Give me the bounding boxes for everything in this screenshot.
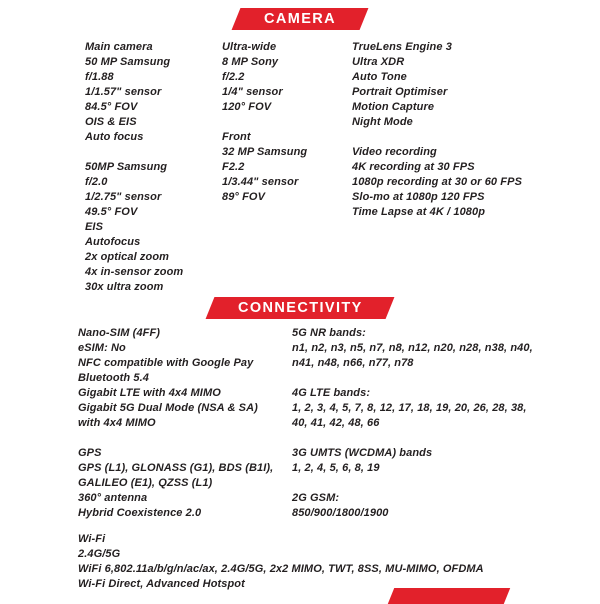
spec-line: 4G LTE bands:: [292, 387, 371, 399]
spec-line: Ultra XDR: [352, 56, 405, 68]
wifi-section: [78, 532, 484, 592]
spec-line: 2x optical zoom: [85, 251, 170, 263]
front-camera-block: [222, 130, 307, 205]
spec-line: 32 MP Samsung: [222, 146, 308, 158]
spec-line: with 4x4 MIMO: [78, 417, 156, 429]
spec-line: 89° FOV: [222, 191, 266, 203]
spec-line: 1/1.57" sensor: [85, 86, 162, 98]
spec-line: Ultra-wide: [222, 41, 277, 53]
spec-line: 1080p recording at 30 or 60 FPS: [352, 176, 523, 188]
spec-line: Auto Tone: [352, 71, 407, 83]
spec-line: Bluetooth 5.4: [78, 372, 149, 384]
spec-line: 84.5° FOV: [85, 101, 138, 113]
spec-line: GPS (L1), GLONASS (G1), BDS (B1I),: [78, 462, 274, 474]
spec-line: WiFi 6,802.11a/b/g/n/ac/ax, 2.4G/5G, 2x2 MIMO, TWT, 8SS, MU-MIMO, OFDMA: [78, 563, 484, 575]
camera-features-block: [352, 40, 522, 130]
spec-line: 360° antenna: [78, 492, 148, 504]
spec-line: Nano-SIM (4FF): [78, 327, 161, 339]
sim-network-block: [78, 326, 273, 431]
spec-line: 3G UMTS (WCDMA) bands: [292, 447, 433, 459]
spec-line: 850/900/1800/1900: [292, 507, 389, 519]
video-recording-block: [352, 145, 522, 220]
spec-line: Time Lapse at 4K / 1080p: [352, 206, 486, 218]
spec-line: n1, n2, n3, n5, n7, n8, n12, n20, n28, n38, n40,: [292, 342, 533, 354]
spec-line: 30x ultra zoom: [85, 281, 164, 293]
connectivity-section-banner: [206, 297, 395, 319]
spec-line: 4x in-sensor zoom: [85, 266, 184, 278]
3g-umts-bands-block: [292, 446, 533, 476]
spec-line: GPS: [78, 447, 102, 459]
spec-line: 4K recording at 30 FPS: [352, 161, 475, 173]
5g-nr-bands-block: [292, 326, 533, 371]
spec-line: TrueLens Engine 3: [352, 41, 452, 53]
spec-line: 2.4G/5G: [78, 548, 121, 560]
spec-line: Wi-Fi: [78, 533, 106, 545]
4g-lte-bands-block: [292, 386, 533, 431]
spec-line: Hybrid Coexistence 2.0: [78, 507, 202, 519]
spec-line: Slo-mo at 1080p 120 FPS: [352, 191, 485, 203]
spec-line: 1/2.75" sensor: [85, 191, 162, 203]
next-section-banner-partial: [388, 588, 510, 604]
spec-line: Gigabit LTE with 4x4 MIMO: [78, 387, 221, 399]
connectivity-section-title: CONNECTIVITY: [237, 300, 363, 316]
spec-line: 120° FOV: [222, 101, 272, 113]
spec-line: Autofocus: [85, 236, 141, 248]
spec-line: Portrait Optimiser: [352, 86, 448, 98]
spec-line: 8 MP Sony: [222, 56, 279, 68]
spec-line: f/2.0: [85, 176, 108, 188]
spec-line: NFC compatible with Google Pay: [78, 357, 254, 369]
spec-line: Motion Capture: [352, 101, 435, 113]
spec-line: 50MP Samsung: [85, 161, 168, 173]
spec-line: 50 MP Samsung: [85, 56, 171, 68]
2g-gsm-block: [292, 491, 533, 521]
spec-line: Wi-Fi Direct, Advanced Hotspot: [78, 578, 245, 590]
camera-column-main: [85, 40, 183, 295]
spec-line: 1, 2, 3, 4, 5, 7, 8, 12, 17, 18, 19, 20, 26, 28, 38,: [292, 402, 527, 414]
telephoto-camera-block: [85, 160, 183, 295]
spec-line: n41, n48, n66, n77, n78: [292, 357, 414, 369]
connectivity-column-left: [78, 326, 273, 521]
spec-line: GALILEO (E1), QZSS (L1): [78, 477, 213, 489]
spec-line: 49.5° FOV: [85, 206, 138, 218]
spec-line: OIS & EIS: [85, 116, 137, 128]
spec-line: 1/3.44" sensor: [222, 176, 299, 188]
spec-line: 1, 2, 4, 5, 6, 8, 19: [292, 462, 380, 474]
spec-line: Night Mode: [352, 116, 413, 128]
spec-line: Gigabit 5G Dual Mode (NSA & SA): [78, 402, 258, 414]
spec-line: eSIM: No: [78, 342, 126, 354]
spec-line: Main camera: [85, 41, 153, 53]
spec-line: f/2.2: [222, 71, 245, 83]
camera-section-banner: [232, 8, 369, 30]
spec-line: 2G GSM:: [292, 492, 340, 504]
camera-section-title: CAMERA: [263, 11, 337, 27]
main-camera-block: [85, 40, 183, 145]
spec-line: EIS: [85, 221, 104, 233]
wifi-block: [78, 532, 484, 592]
spec-line: Auto focus: [85, 131, 144, 143]
spec-line: f/1.88: [85, 71, 114, 83]
spec-line: F2.2: [222, 161, 245, 173]
camera-column-ultrawide-front: [222, 40, 307, 205]
camera-column-features: [352, 40, 522, 220]
connectivity-column-right: [292, 326, 533, 521]
ultrawide-camera-block: [222, 40, 307, 115]
spec-line: Video recording: [352, 146, 437, 158]
spec-line: 40, 41, 42, 48, 66: [292, 417, 380, 429]
spec-line: Front: [222, 131, 251, 143]
spec-line: 5G NR bands:: [292, 327, 366, 339]
spec-line: 1/4" sensor: [222, 86, 283, 98]
gps-block: [78, 446, 273, 521]
